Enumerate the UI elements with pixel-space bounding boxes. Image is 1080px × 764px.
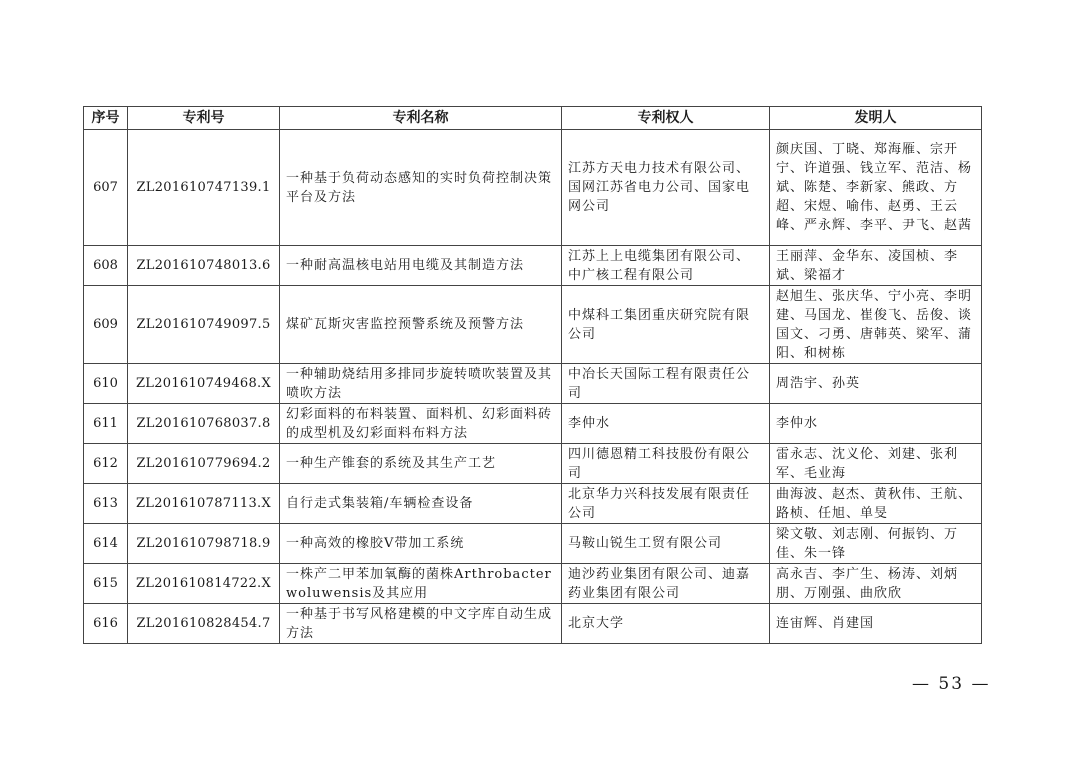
table-header <box>84 107 982 130</box>
cell-serial: 607 <box>84 130 128 246</box>
cell-patent-name: 一株产二甲苯加氧酶的菌株Arthrobacter woluwensis及其应用 <box>280 564 562 604</box>
cell-patent-name: 一种高效的橡胶V带加工系统 <box>280 524 562 564</box>
page-number: — 53 — <box>912 674 991 694</box>
cell-serial: 610 <box>84 364 128 404</box>
cell-serial: 612 <box>84 444 128 484</box>
cell-patentee: 中冶长天国际工程有限责任公司 <box>562 364 770 404</box>
cell-serial: 616 <box>84 604 128 644</box>
table-row <box>84 484 982 524</box>
cell-serial: 609 <box>84 286 128 364</box>
cell-patent-name: 自行走式集装箱/车辆检查设备 <box>280 484 562 524</box>
cell-patent-name: 一种基于书写风格建模的中文字库自动生成方法 <box>280 604 562 644</box>
cell-patentee: 迪沙药业集团有限公司、迪嘉药业集团有限公司 <box>562 564 770 604</box>
cell-patentee: 四川德恩精工科技股份有限公司 <box>562 444 770 484</box>
cell-patent-number: ZL201610748013.6 <box>128 246 280 286</box>
cell-patent-name: 一种辅助烧结用多排同步旋转喷吹装置及其喷吹方法 <box>280 364 562 404</box>
header-patentee: 专利权人 <box>562 107 770 130</box>
cell-serial: 615 <box>84 564 128 604</box>
cell-patentee: 马鞍山锐生工贸有限公司 <box>562 524 770 564</box>
cell-patent-name: 幻彩面料的布料装置、面料机、幻彩面料砖的成型机及幻彩面料布料方法 <box>280 404 562 444</box>
cell-patent-number: ZL201610749097.5 <box>128 286 280 364</box>
table-row <box>84 444 982 484</box>
table-row <box>84 564 982 604</box>
cell-patent-number: ZL201610747139.1 <box>128 130 280 246</box>
cell-inventors: 雷永志、沈义伦、刘建、张利军、毛业海 <box>770 444 982 484</box>
cell-inventors: 赵旭生、张庆华、宁小亮、李明建、马国龙、崔俊飞、岳俊、谈国文、刁勇、唐韩英、梁军、蒲阳、和树栋 <box>770 286 982 364</box>
table-row <box>84 364 982 404</box>
cell-inventors: 王丽萍、金华东、凌国桢、李斌、梁福才 <box>770 246 982 286</box>
header-inventors: 发明人 <box>770 107 982 130</box>
cell-patentee: 中煤科工集团重庆研究院有限公司 <box>562 286 770 364</box>
cell-inventors: 周浩宇、孙英 <box>770 364 982 404</box>
cell-serial: 608 <box>84 246 128 286</box>
cell-patent-number: ZL201610768037.8 <box>128 404 280 444</box>
table-row <box>84 524 982 564</box>
cell-serial: 611 <box>84 404 128 444</box>
cell-patent-number: ZL201610787113.X <box>128 484 280 524</box>
table-row <box>84 130 982 246</box>
header-patent-number: 专利号 <box>128 107 280 130</box>
cell-patent-name: 一种耐高温核电站用电缆及其制造方法 <box>280 246 562 286</box>
cell-patent-name: 一种基于负荷动态感知的实时负荷控制决策平台及方法 <box>280 130 562 246</box>
table-row <box>84 404 982 444</box>
cell-inventors: 高永吉、李广生、杨涛、刘炳朋、万刚强、曲欣欣 <box>770 564 982 604</box>
patent-table <box>83 106 982 644</box>
cell-patentee: 北京大学 <box>562 604 770 644</box>
cell-patent-name: 煤矿瓦斯灾害监控预警系统及预警方法 <box>280 286 562 364</box>
cell-serial: 614 <box>84 524 128 564</box>
cell-patentee: 江苏方天电力技术有限公司、国网江苏省电力公司、国家电网公司 <box>562 130 770 246</box>
cell-patent-number: ZL201610749468.X <box>128 364 280 404</box>
cell-inventors: 连宙辉、肖建国 <box>770 604 982 644</box>
cell-patent-number: ZL201610798718.9 <box>128 524 280 564</box>
cell-inventors: 颜庆国、丁晓、郑海雁、宗开宁、许道强、钱立军、范洁、杨斌、陈楚、李新家、熊政、方超、宋煜、喻伟、赵勇、王云峰、严永辉、李平、尹飞、赵茜 <box>770 130 982 246</box>
cell-patent-number: ZL201610828454.7 <box>128 604 280 644</box>
cell-patent-number: ZL201610779694.2 <box>128 444 280 484</box>
cell-serial: 613 <box>84 484 128 524</box>
header-row <box>84 107 982 130</box>
cell-patent-name: 一种生产锥套的系统及其生产工艺 <box>280 444 562 484</box>
cell-inventors: 李仲水 <box>770 404 982 444</box>
cell-inventors: 曲海波、赵杰、黄秋伟、王航、路桢、任旭、单旻 <box>770 484 982 524</box>
cell-patent-number: ZL201610814722.X <box>128 564 280 604</box>
table-row <box>84 286 982 364</box>
header-serial: 序号 <box>84 107 128 130</box>
table-body <box>84 130 982 644</box>
cell-patentee: 北京华力兴科技发展有限责任公司 <box>562 484 770 524</box>
cell-patentee: 江苏上上电缆集团有限公司、中广核工程有限公司 <box>562 246 770 286</box>
cell-patentee: 李仲水 <box>562 404 770 444</box>
cell-inventors: 梁文敬、刘志刚、何振钧、万佳、朱一锋 <box>770 524 982 564</box>
table-row <box>84 604 982 644</box>
header-patent-name: 专利名称 <box>280 107 562 130</box>
table-row <box>84 246 982 286</box>
